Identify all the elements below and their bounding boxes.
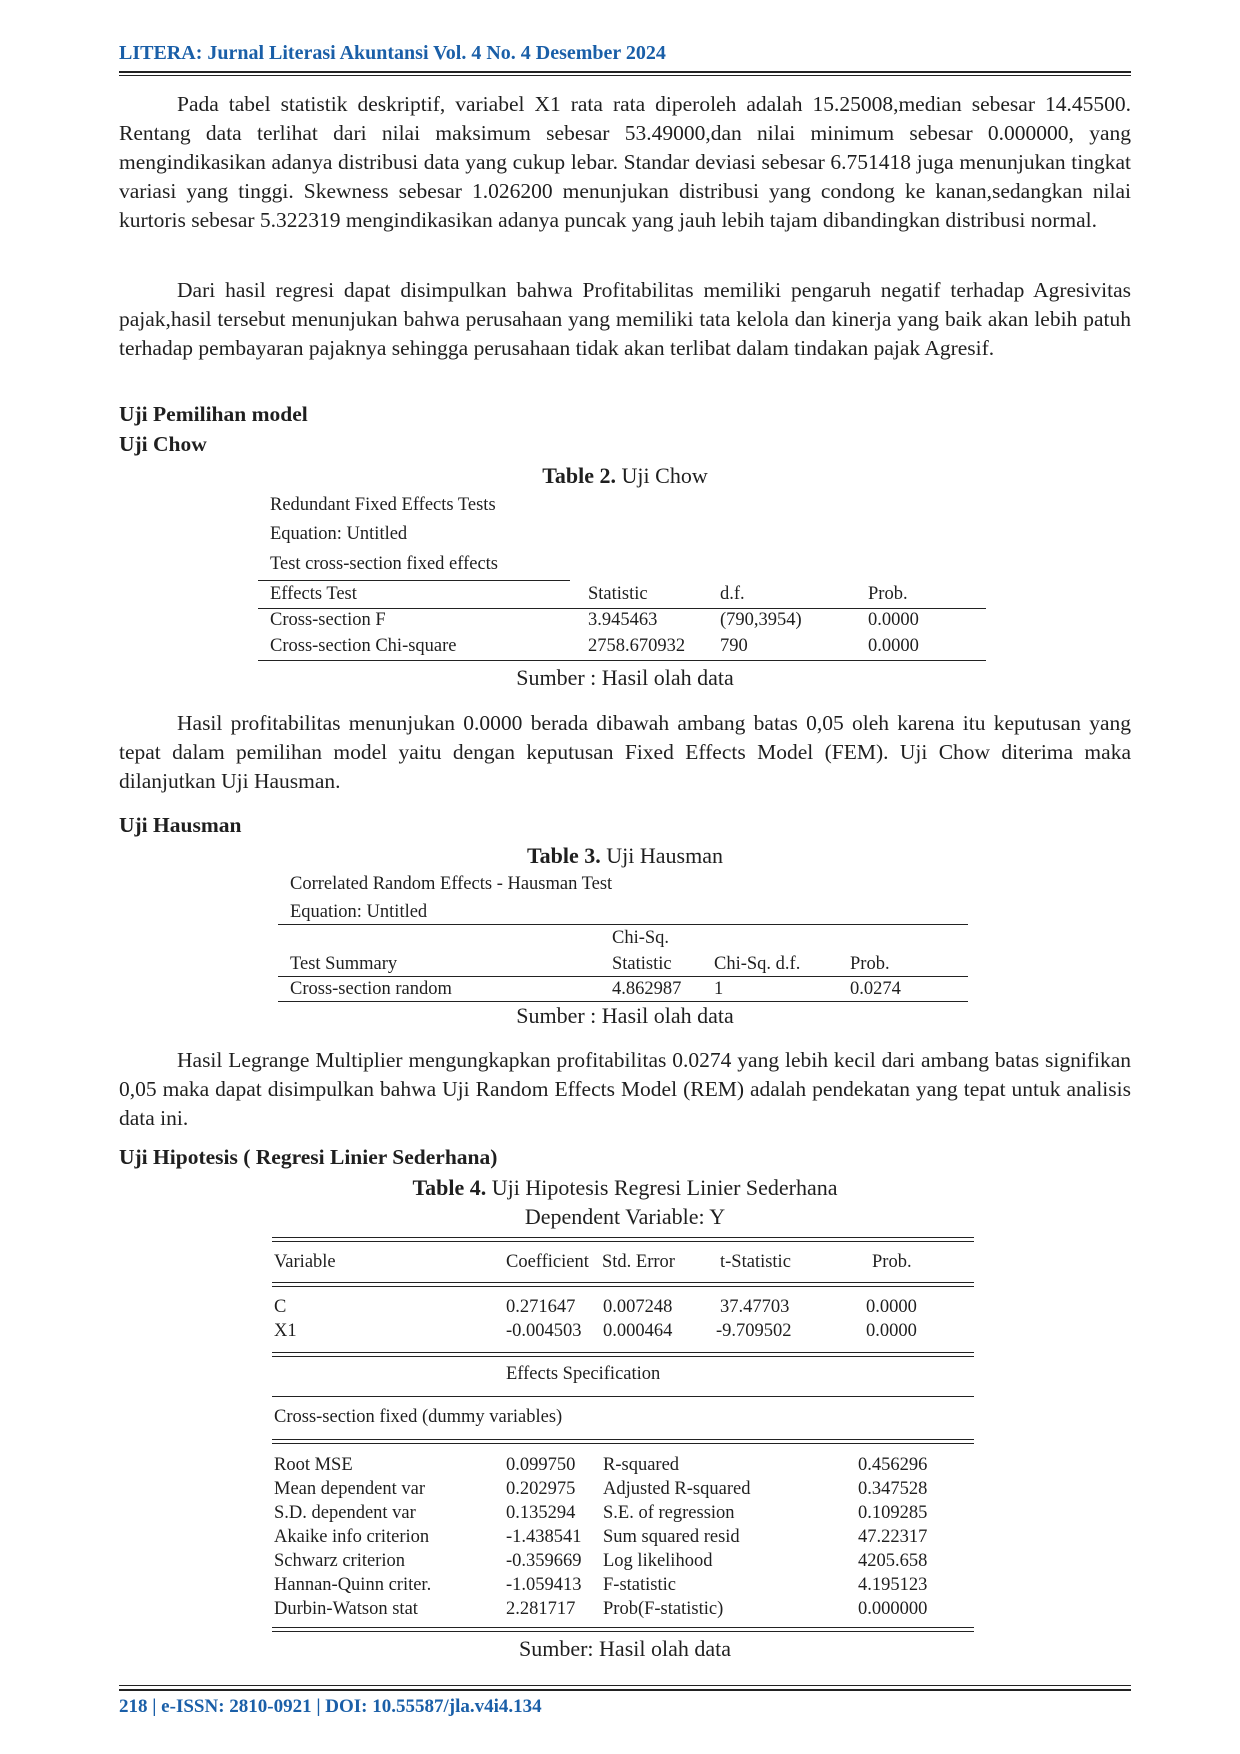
table2-meta3: Test cross-section fixed effects xyxy=(270,554,498,574)
table2-header: Statistic xyxy=(588,584,648,604)
table3-rule-header xyxy=(278,976,968,977)
stat-value: 4205.658 xyxy=(858,1551,928,1571)
stat-label: S.E. of regression xyxy=(603,1503,735,1523)
table4-cross-section: Cross-section fixed (dummy variables) xyxy=(274,1407,563,1427)
paragraph-regression: Dari hasil regresi dapat disimpulkan bahwa Profitabilitas memiliki pengaruh negatif terhadap Agresivitas pajak,hasil tersebut menunjukan bahwa perusahaan yang memiliki tata kelola dan kinerja yang baik akan lebih patuh terhadap pembayaran pajaknya sehingga perusahaan tidak akan terlibat dalam tindakan pajak Agresif. xyxy=(119,278,1131,360)
table3-caption xyxy=(119,843,1131,869)
table3-header: Chi-Sq. d.f. xyxy=(714,954,801,974)
stat-value: 0.456296 xyxy=(858,1455,928,1475)
table4-rule xyxy=(272,1631,974,1632)
stat-value: -0.359669 xyxy=(506,1551,582,1571)
table2-cell: Cross-section F xyxy=(270,610,386,630)
table3-meta2: Equation: Untitled xyxy=(290,902,428,922)
table3-header: Prob. xyxy=(850,954,890,974)
table4-header: Prob. xyxy=(872,1252,912,1272)
table4-header: Std. Error xyxy=(602,1252,675,1272)
paragraph-descriptive: Pada tabel statistik deskriptif, variabel X1 rata rata diperoleh adalah 15.25008,median sebesar 14.45500. Rentang data terlihat dari nilai maksimum sebesar 53.49000,dan nilai minimum sebesar 0.000000, yang mengindikasikan adanya distribusi data yang cukup lebar. Standar deviasi sebesar 6.751418 juga menunjukan tingkat variasi yang tinggi. Skewness sebesar 1.026200 menunjukan distribusi yang condong ke kanan,sedangkan nilai kurtoris sebesar 5.322319 mengindikasikan adanya puncak yang jauh lebih tajam dibandingkan distribusi normal. xyxy=(119,92,1131,232)
table4-header: t-Statistic xyxy=(720,1252,791,1272)
table3-cell: 1 xyxy=(714,979,724,999)
table4-source: Sumber: Hasil olah data xyxy=(518,1636,731,1661)
table2-rule-top xyxy=(258,580,570,581)
table3-header: Statistic xyxy=(612,954,672,974)
stat-value: -1.059413 xyxy=(506,1575,582,1595)
table3-meta1: Correlated Random Effects - Hausman Test xyxy=(290,874,613,894)
table3-rule-top xyxy=(278,924,968,925)
table4-cell: 0.0000 xyxy=(866,1297,917,1317)
table3-cell: 4.862987 xyxy=(612,979,682,999)
table2-cell: 2758.670932 xyxy=(588,636,686,656)
page-footer: 218 | e-ISSN: 2810-0921 | DOI: 10.55587/jla.v4i4.134 xyxy=(119,1696,542,1717)
stat-label: Hannan-Quinn criter. xyxy=(274,1575,432,1595)
stat-value: 0.000000 xyxy=(858,1599,928,1619)
paragraph-hausman-result: Hasil Legrange Multiplier mengungkapkan profitabilitas 0.0274 yang lebih kecil dari ambang batas signifikan 0,05 maka dapat disimpulkan bahwa Uji Random Effects Model (REM) adalah pendekatan yang tepat untuk analisis data ini. xyxy=(119,1048,1131,1130)
table3-rule-bottom xyxy=(278,1001,968,1002)
table2-title: Uji Chow xyxy=(621,463,708,488)
heading-chow: Uji Chow xyxy=(119,432,207,456)
stat-label: Akaike info criterion xyxy=(274,1527,430,1547)
footer-rule-thin xyxy=(119,1685,1131,1686)
table4-cell: 0.271647 xyxy=(506,1297,576,1317)
stat-value: 2.281717 xyxy=(506,1599,576,1619)
footer-rule xyxy=(119,1689,1131,1691)
table3-header: Test Summary xyxy=(290,954,398,974)
table4-header: Coefficient xyxy=(506,1252,589,1272)
stat-label: Sum squared resid xyxy=(603,1527,740,1547)
table4-rule xyxy=(272,1627,974,1628)
stat-label: Prob(F-statistic) xyxy=(603,1599,724,1619)
table4-cell: 37.47703 xyxy=(720,1297,790,1317)
stat-label: Log likelihood xyxy=(603,1551,713,1571)
paragraph-chow-result: Hasil profitabilitas menunjukan 0.0000 berada dibawah ambang batas 0,05 oleh karena itu keputusan yang tepat dalam pemilihan model yaitu dengan keputusan Fixed Effects Model (FEM). Uji Chow diterima maka dilanjutkan Uji Hausman. xyxy=(119,711,1131,793)
stat-label: F-statistic xyxy=(603,1575,676,1595)
table4-rule xyxy=(272,1439,974,1440)
table4-cell: 0.007248 xyxy=(603,1297,673,1317)
table3-label: Table 3. xyxy=(527,843,601,868)
table4-cell: X1 xyxy=(274,1321,297,1341)
table3-cell: Cross-section random xyxy=(290,979,452,999)
table2-cell: Cross-section Chi-square xyxy=(270,636,457,656)
stat-value: 4.195123 xyxy=(858,1575,928,1595)
table2-caption xyxy=(119,463,1131,489)
table4-rule xyxy=(272,1396,974,1397)
table4-rule xyxy=(272,1241,974,1242)
stat-value: 0.109285 xyxy=(858,1503,928,1523)
journal-header: LITERA: Jurnal Literasi Akuntansi Vol. 4 No. 4 Desember 2024 xyxy=(119,42,666,64)
table2-meta1: Redundant Fixed Effects Tests xyxy=(270,495,496,515)
table4-rule xyxy=(272,1237,974,1238)
stat-label: Schwarz criterion xyxy=(274,1551,405,1571)
table4-header: Variable xyxy=(274,1252,336,1272)
table4-rule xyxy=(272,1286,974,1287)
stat-value: 0.099750 xyxy=(506,1455,576,1475)
stat-label: Adjusted R-squared xyxy=(603,1479,751,1499)
table4-caption xyxy=(119,1175,1131,1201)
table2-meta2: Equation: Untitled xyxy=(270,524,408,544)
stat-value: 0.135294 xyxy=(506,1503,576,1523)
table2-cell: (790,3954) xyxy=(720,610,802,630)
table4-effects-spec: Effects Specification xyxy=(506,1364,661,1384)
table2-rule-bottom xyxy=(258,660,986,661)
header-rule-thin xyxy=(119,75,1131,76)
table4-rule xyxy=(272,1352,974,1353)
table2-cell: 0.0000 xyxy=(868,610,919,630)
stat-label: R-squared xyxy=(603,1455,680,1475)
stat-label: Mean dependent var xyxy=(274,1479,426,1499)
stat-value: 47.22317 xyxy=(858,1527,928,1547)
table4-cell: -9.709502 xyxy=(716,1321,792,1341)
table4-rule xyxy=(272,1356,974,1357)
table4-rule xyxy=(272,1443,974,1444)
stat-label: S.D. dependent var xyxy=(274,1503,416,1523)
stat-value: 0.202975 xyxy=(506,1479,576,1499)
header-rule xyxy=(119,71,1131,73)
table2-cell: 3.945463 xyxy=(588,610,658,630)
heading-hypothesis: Uji Hipotesis ( Regresi Linier Sederhana) xyxy=(119,1145,498,1169)
table3-source: Sumber : Hasil olah data xyxy=(516,1003,734,1028)
table3-cell: 0.0274 xyxy=(850,979,901,999)
table4-cell: C xyxy=(274,1297,287,1317)
table4-cell: -0.004503 xyxy=(506,1321,582,1341)
heading-hausman: Uji Hausman xyxy=(119,813,242,837)
table3-title: Uji Hausman xyxy=(606,843,723,868)
table2-header: d.f. xyxy=(720,584,745,604)
table4-subtitle: Dependent Variable: Y xyxy=(524,1204,726,1229)
table2-cell: 0.0000 xyxy=(868,636,919,656)
heading-model-selection: Uji Pemilihan model xyxy=(119,402,308,426)
table2-header: Prob. xyxy=(868,584,908,604)
table4-cell: 0.000464 xyxy=(603,1321,673,1341)
table2-label: Table 2. xyxy=(542,463,617,488)
stat-label: Durbin-Watson stat xyxy=(274,1599,418,1619)
table3-header-top: Chi-Sq. xyxy=(612,928,670,948)
table2-cell: 790 xyxy=(720,636,748,656)
table2-header: Effects Test xyxy=(270,584,357,604)
table4-label: Table 4. xyxy=(412,1175,487,1200)
table2-source: Sumber : Hasil olah data xyxy=(516,665,734,690)
table4-title: Uji Hipotesis Regresi Linier Sederhana xyxy=(491,1175,838,1200)
stat-value: 0.347528 xyxy=(858,1479,928,1499)
table4-cell: 0.0000 xyxy=(866,1321,917,1341)
table4-rule xyxy=(272,1282,974,1283)
stat-value: -1.438541 xyxy=(506,1527,582,1547)
table2-rule-header xyxy=(258,608,986,609)
stat-label: Root MSE xyxy=(274,1455,353,1475)
